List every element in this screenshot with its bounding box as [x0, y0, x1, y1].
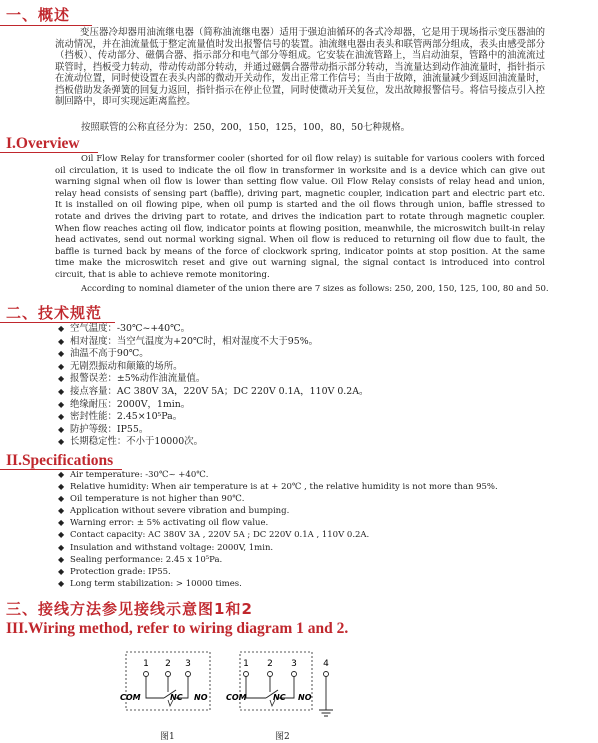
- diamond-bullet-icon: ◆: [58, 386, 65, 396]
- list-item: ◆ Long term stabilization: > 10000 times.: [58, 578, 242, 589]
- terminal-screw-icon: [292, 672, 297, 677]
- terminal-screw-icon: [144, 672, 149, 677]
- terminal-screw-icon: [244, 672, 249, 677]
- terminal-label-1: 1: [143, 659, 149, 669]
- heading-rule: [0, 25, 92, 26]
- diamond-bullet-icon: ◆: [58, 518, 65, 528]
- list-item: ◆ 接点容量：AC 380V 3A，220V 5A；DC 220V 0.1A，110V 0.2A。: [58, 385, 369, 397]
- list-item: ◆ Insulation and withstand voltage: 2000V, 1min.: [58, 542, 274, 553]
- specs-list-en: [58, 469, 498, 590]
- diagram-1-caption: 图1: [160, 732, 175, 742]
- list-item: ◆ Application without severe vibration and bumping.: [58, 506, 290, 517]
- list-item: ◆ Oil temperature is not higher than 90℃.: [58, 494, 245, 505]
- terminal-label-3: 3: [291, 659, 297, 669]
- list-item: ◆ 长期稳定性：不小于10000次。: [58, 436, 203, 448]
- terminal-screw-icon: [166, 672, 171, 677]
- diamond-bullet-icon: ◆: [58, 412, 65, 422]
- no-label: NO: [298, 693, 312, 702]
- wiring-diagram-1: [118, 650, 218, 726]
- list-item: ◆ 报警误差：±5%动作油流量值。: [58, 373, 206, 385]
- diamond-bullet-icon: ◆: [58, 349, 65, 359]
- diamond-bullet-icon: ◆: [58, 482, 65, 492]
- diamond-bullet-icon: ◆: [58, 554, 65, 564]
- specs-list-cn: [58, 323, 368, 449]
- diamond-bullet-icon: ◆: [58, 336, 65, 346]
- list-item: ◆ 无剧烈振动和颠簸的场所。: [58, 360, 183, 372]
- terminal-label-3: 3: [185, 659, 191, 669]
- diamond-bullet-icon: ◆: [58, 506, 65, 516]
- no-label: NO: [194, 693, 208, 702]
- heading-wiring-en: III.Wiring method, refer to wiring diagram 1 and 2.: [6, 620, 349, 637]
- diamond-bullet-icon: ◆: [58, 578, 65, 588]
- terminal-label-4: 4: [323, 659, 329, 669]
- wiring-diagram-2: [226, 650, 342, 726]
- com-label: COM: [120, 693, 141, 702]
- terminal-label-2: 2: [267, 659, 273, 669]
- terminal-label-2: 2: [165, 659, 171, 669]
- diamond-bullet-icon: ◆: [58, 424, 65, 434]
- list-item: ◆ Air temperature: -30℃~ +40℃.: [58, 470, 209, 480]
- overview-sizes-cn: 按照联管的公称直径分为：250，200，150，125，100，80，50七种规格。: [81, 122, 410, 133]
- list-item: ◆ 密封性能：2.45×10⁵Pa。: [58, 411, 183, 423]
- list-item: ◆ Contact capacity: AC 380V 3A , 220V 5A ; DC 220V 0.1A , 110V 0.2A.: [58, 530, 370, 541]
- diamond-bullet-icon: ◆: [58, 324, 65, 333]
- overview-sizes-en: According to nominal diameter of the union there are 7 sizes as follows: 250, 200, 150, 125, 100, 80 and 50.: [81, 284, 549, 294]
- diamond-bullet-icon: ◆: [58, 437, 65, 447]
- heading-overview-cn: 一、概述: [6, 6, 71, 24]
- terminal-screw-icon: [268, 672, 273, 677]
- list-item: ◆ 绝缘耐压：2000V，1min。: [58, 398, 191, 410]
- ground-icon: [319, 710, 333, 716]
- diamond-bullet-icon: ◆: [58, 374, 65, 384]
- terminal-screw-icon: [324, 672, 329, 677]
- diamond-bullet-icon: ◆: [58, 530, 65, 540]
- nc-label: NC: [273, 693, 286, 702]
- diamond-bullet-icon: ◆: [58, 542, 65, 552]
- list-item: ◆ Protection grade: IP55.: [58, 566, 171, 577]
- overview-paragraph-cn: 变压器冷却器用油流继电器（简称油流继电器）适用于强迫油循环的各式冷却器，它是用于现场指示变压器油的流动情况，并在油流量低于整定流量值时发出报警信号的装置。油流继电器由表头和联管两部分组成，表头由感受部分（挡板）、传动部分、磁偶合器、指示部分和电气部分等组成。它安装在油流管路上，当启动油泵，管路中的油流流过联管时，挡板受力转动，带动传动部分转动，并通过磁偶合器带动指示部分转动，当流量达到动作油流量时，指针指示在流动位置，同时使设置在表头内部的微动开关动作，发出正常工作信号；当由于故障，油流量减少到返回油流量时，挡板借助发条弹簧的回复力返回，指针指示在停止位置，同时使微动开关复位，发出故障报警信号。将信号接点引入控制回路中，即可实现远距离监控。: [55, 27, 545, 107]
- heading-specs-en: II.Specifications: [6, 452, 114, 469]
- list-item: ◆ 防护等级：IP55。: [58, 423, 149, 435]
- nc-label: NC: [170, 693, 183, 702]
- overview-paragraph-en: Oil Flow Relay for transformer cooler (shorted for oil flow relay) is suitable for various coolers with forced oil circulation, it is used to indicate the oil flow in transformer in worksite and is a device which can give out warning signal when oil flow is lower than setting flow value. Oil Flow Relay consists of relay head and union, relay head consists of sensing part (baffle), driving part, magnetic coupler, indication part and electric part etc. It is installed on oil flowing pipe, when oil pump is started and the oil flows through union, baffle stressed to rotate and drives the driving part to rotate, and drives the indication part to rotate through magnetic coupler. When flow reaches acting oil flow, indicator points at flowing position, meanwhile, the microswitch built-in relay head activates, send out normal working signal. When oil flow is reduced to returning oil flow due to fault, the baffle is turned back by means of the force of clockwork spring, indicator points at stop position. At the same time make the microswitch reset and give out warning signal, the signal contact is introduced into control circuit, that is able to achieve remote monitoring.: [55, 154, 545, 280]
- list-item: ◆ 相对湿度：当空气温度为+20℃时，相对湿度不大于95%。: [58, 335, 318, 347]
- list-item: ◆ Warning error: ± 5% activating oil flow value.: [58, 518, 269, 529]
- diamond-bullet-icon: ◆: [58, 494, 65, 504]
- diagram-2-caption: 图2: [275, 732, 290, 742]
- list-item: ◆ 空气温度：-30℃~+40℃。: [58, 323, 190, 334]
- list-item: ◆ 油温不高于90℃。: [58, 348, 149, 360]
- diamond-bullet-icon: ◆: [58, 566, 65, 576]
- heading-rule: [0, 152, 98, 153]
- heading-wiring-cn: 三、接线方法参见接线示意图1和2: [6, 600, 253, 618]
- heading-specs-cn: 二、技术规范: [6, 304, 103, 322]
- diamond-bullet-icon: ◆: [58, 399, 65, 409]
- terminal-label-1: 1: [243, 659, 249, 669]
- wiring-lines: [246, 676, 326, 710]
- list-item: ◆ Relative humidity: When air temperature is at + 20℃ , the relative humidity is not more than 95%.: [58, 482, 498, 493]
- com-label: COM: [226, 693, 247, 702]
- list-item: ◆ Sealing performance: 2.45 x 10⁵Pa.: [58, 554, 223, 565]
- diamond-bullet-icon: ◆: [58, 470, 65, 479]
- heading-overview-en: I.Overview: [6, 135, 80, 152]
- diamond-bullet-icon: ◆: [58, 361, 65, 371]
- terminal-screw-icon: [186, 672, 191, 677]
